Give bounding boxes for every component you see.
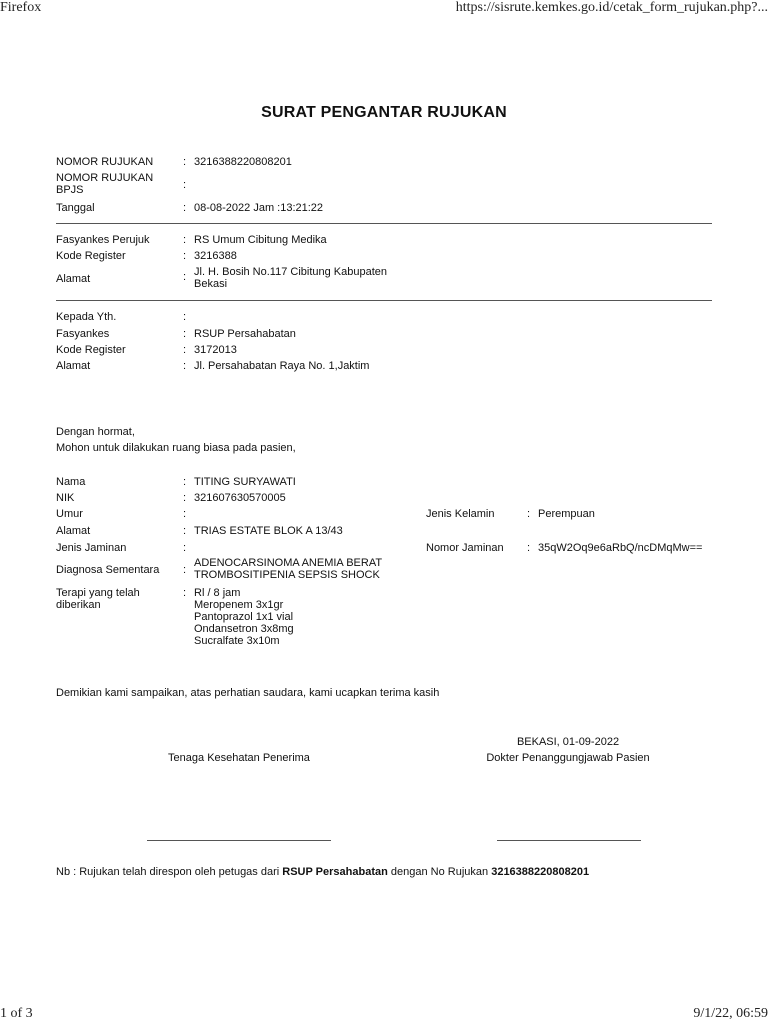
field-label: Nama: [56, 476, 86, 488]
print-datetime: 9/1/22, 06:59: [693, 1006, 768, 1021]
page-counter: 1 of 3: [0, 1006, 33, 1021]
field-label: Fasyankes: [56, 328, 110, 340]
field-value: ADENOCARSINOMA ANEMIA BERAT TROMBOSITIPENIA SEPSIS SHOCK: [194, 557, 382, 581]
field-label: NOMOR RUJUKAN BPJS: [56, 172, 154, 196]
field-label: Nomor Jaminan: [426, 542, 504, 554]
field-value: 3216388220808201: [194, 156, 292, 168]
field-value: 3216388: [194, 250, 237, 262]
therapy-item: Pantoprazol 1x1 vial: [194, 611, 294, 623]
field-value: TRIAS ESTATE BLOK A 13/43: [194, 525, 343, 537]
therapy-item: Sucralfate 3x10m: [194, 635, 280, 647]
signature-left-role: Tenaga Kesehatan Penerima: [168, 752, 310, 764]
note-prefix: Nb : Rujukan telah direspon oleh petugas dari: [56, 866, 283, 878]
browser-name: Firefox: [0, 0, 42, 15]
print-header: [0, 0, 768, 18]
field-label: Kepada Yth.: [56, 311, 117, 323]
field-value: Jl. Persahabatan Raya No. 1,Jaktim: [194, 360, 370, 372]
document-title: SURAT PENGANTAR RUJUKAN: [261, 104, 507, 121]
signature-right-role: Dokter Penanggungjawab Pasien: [486, 752, 650, 764]
field-label: Kode Register: [56, 344, 126, 356]
field-label: Jenis Jaminan: [56, 542, 127, 554]
note-hospital: RSUP Persahabatan: [282, 866, 388, 878]
request-line: Mohon untuk dilakukan ruang biasa pada pasien,: [56, 442, 296, 454]
field-label: Alamat: [56, 360, 91, 372]
note-number: 3216388220808201: [491, 866, 590, 878]
field-label: NIK: [56, 492, 75, 504]
field-value: Perempuan: [538, 508, 595, 520]
signature-line-left: [147, 840, 331, 841]
field-value: 3172013: [194, 344, 237, 356]
field-label: Diagnosa Sementara: [56, 564, 160, 576]
response-note: [56, 866, 589, 878]
therapy-item: Ondansetron 3x8mg: [194, 623, 294, 635]
signature-line-right: [497, 840, 641, 841]
divider: [56, 223, 712, 224]
field-value: TITING SURYAWATI: [194, 476, 296, 488]
field-label: NOMOR RUJUKAN: [56, 156, 154, 168]
field-label: Tanggal: [56, 202, 95, 214]
greeting-line: Dengan hormat,: [56, 426, 135, 438]
page-url: https://sisrute.kemkes.go.id/cetak_form_rujukan.php?...: [455, 0, 768, 15]
field-label: Terapi yang telah diberikan: [56, 587, 140, 611]
field-value: RSUP Persahabatan: [194, 328, 296, 340]
print-footer: [0, 1006, 768, 1024]
note-middle: dengan No Rujukan: [387, 866, 492, 878]
field-value: 321607630570005: [194, 492, 286, 504]
therapy-list: [194, 587, 494, 647]
closing-text: Demikian kami sampaikan, atas perhatian saudara, kami ucapkan terima kasih: [56, 687, 440, 699]
therapy-item: Rl / 8 jam: [194, 587, 241, 599]
field-label: Alamat: [56, 273, 91, 285]
place-date: BEKASI, 01-09-2022: [516, 736, 620, 748]
field-value: Jl. H. Bosih No.117 Cibitung Kabupaten Bekasi: [194, 266, 388, 290]
field-label: Jenis Kelamin: [426, 508, 495, 520]
divider: [56, 300, 712, 301]
field-label: Fasyankes Perujuk: [56, 234, 150, 246]
field-value: 08-08-2022 Jam :13:21:22: [194, 202, 324, 214]
therapy-item: Meropenem 3x1gr: [194, 599, 284, 611]
field-label: Umur: [56, 508, 83, 520]
field-value: 35qW2Oq9e6aRbQ/ncDMqMw==: [538, 542, 703, 554]
field-value: RS Umum Cibitung Medika: [194, 234, 327, 246]
field-label: Alamat: [56, 525, 91, 537]
field-label: Kode Register: [56, 250, 126, 262]
